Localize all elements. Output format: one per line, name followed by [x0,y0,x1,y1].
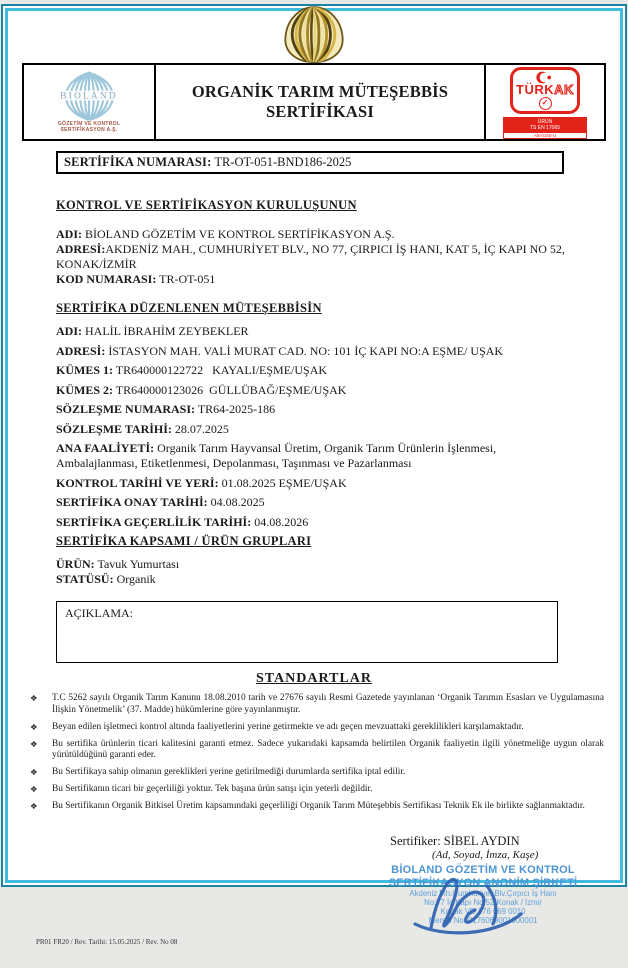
signature-area [8,818,620,968]
handwritten-signature [403,866,533,946]
issuer-address-field: ADRESİ:AKDENİZ MAH., CUMHURİYET BLV., NO 77, ÇIRPICI İŞ HANI, KAT 5, İÇ KAPI NO 52, KONAK/İZMİR [56,242,568,271]
certificate-inner-frame [5,8,623,946]
approval-date-field: SERTİFİKA ONAY TARİHİ: 04.08.2025 [56,495,265,509]
contract-number-field: SÖZLEŞME NUMARASI: TR64-2025-186 [56,402,276,416]
bioland-subline2: SERTİFİKASYON A.Ş. [60,127,118,133]
operator-heading: SERTİFİKA DÜZENLENEN MÜTEŞEBBİSİN [56,301,322,315]
bioland-logo [24,65,156,139]
operator-address-field: ADRESİ: İSTASYON MAH. VALİ MURAT CAD. NO: 101 İÇ KAPI NO:A EŞME/ UŞAK [56,343,504,358]
turkak-wordmark: TÜRKAK [516,81,574,97]
control-date-field: KONTROL TARİHİ VE YERİ: 01.08.2025 EŞME/UŞAK [56,475,347,490]
turkak-product-label: ÜRÜN [537,118,553,125]
certificate-number-box [56,151,564,174]
svg-text:BIOLAND: BIOLAND [60,91,118,102]
bioland-globe-icon [43,71,135,121]
stamp-line5: Konak VD 176 069 0010 [440,907,526,916]
document-footer: PR01 FR20 / Rev. Tarihi: 15.05.2025 / Rev. No 08 [36,938,178,946]
stamp-line6: Mersis No: 0176069001000001 [428,916,538,925]
issuer-heading: KONTROL VE SERTİFİKASYON KURULUŞUNUN [56,198,357,212]
header-table [22,63,606,141]
coop-1-field: KÜMES 1: TR640000122722 KAYALI/EŞME/UŞAK [56,363,328,377]
explanation-box [56,601,558,663]
standards-item: ❖ Bu Sertifikanın ticari bir geçerliliği yoktur. Tek başına ürün satışı için yeterli değildir. [30,784,604,796]
standards-item: ❖ Bu Sertifikanın Organik Bitkisel Üretim kapsamındaki geçerliliği Organik Tarım Müteşebbis Sertifikası Teknik Ek ile birlikte sağlanmaktadır. [30,801,604,813]
turkak-logo [486,65,604,139]
check-circle-icon: ✓ [539,97,552,110]
certificate-number-value: TR-OT-051-BND186-2025 [214,155,352,169]
stamp-line4: No:77 İç Kapı No:52 Konak / İzmir [424,898,542,907]
stamp-line3: Akdeniz Mh.Cumhuriyet Blv.Çırpıcı İş Hanı [409,889,557,898]
explanation-label: AÇIKLAMA: [65,606,133,620]
standards-heading: STANDARTLAR [255,671,373,686]
certificate-title: ORGANİK TARIM MÜTEŞEBBİS SERTİFİKASI [191,82,449,121]
stamp-line2: SERTİFİKASYON ANONİM ŞİRKETİ [388,876,578,889]
certificate-number-label: SERTİFİKA NUMARASI: [64,155,212,169]
certificate-page [1,4,627,946]
scope-heading: SERTİFİKA KAPSAMI / ÜRÜN GRUPLARI [56,534,312,548]
contract-date-field: SÖZLEŞME TARİHİ: 28.07.2025 [56,421,229,436]
issuer-code-field: KOD NUMARASI: TR-OT-051 [56,272,216,286]
certifier-subtitle: (Ad, Soyad, İmza, Kaşe) [432,849,539,861]
stamp-line1: BİOLAND GÖZETİM VE KONTROL [391,864,575,876]
certificate-title-cell [156,65,486,139]
turkak-standard-label: TS EN 17065 [529,124,561,131]
bioland-subline1: GÖZETİM VE KONTROL [57,121,121,127]
certificate-body [56,186,566,663]
turkak-badge [510,67,580,114]
status-field: STATÜSÜ: Organik [56,572,156,586]
standards-list [30,693,604,813]
standards-item: ❖ Bu sertifika ürünlerin ticari kalitesini garanti etmez. Sadece yukarıdaki kapsamda belirtilen Organik faaliyetin ilgili yönetmeliğe uygun olarak yürütüldüğünü garanti eder. [30,739,604,762]
operator-name-field: ADI: HALİL İBRAHİM ZEYBEKLER [56,324,249,338]
issuer-name-field: ADI: BİOLAND GÖZETİM VE KONTROL SERTİFİKASYON A.Ş. [56,227,395,241]
validity-date-field: SERTİFİKA GEÇERLİLİK TARİHİ: 04.08.2026 [56,514,309,529]
turkak-scope-box [503,117,587,132]
turkak-accreditation-no: AB-0150-U [503,132,587,140]
certifier-name: Sertifiker: SİBEL AYDIN [390,834,520,848]
product-field: ÜRÜN: Tavuk Yumurtası [56,557,180,571]
standards-item: ❖ Beyan edilen işletmeci kontrol altında faaliyetlerini yerine getirmekte ve adı geçen mevzuattaki gereklilikleri karşılamaktadır. [30,722,604,734]
standards-item: ❖ Bu Sertifikaya sahip olmanın gereklikleri yerine getirilmediği durumlarda sertifika iptal edilir. [30,767,604,779]
standards-item: ❖ T.C 5262 sayılı Organik Tarım Kanunu 18.08.2010 tarih ve 27676 sayılı Resmi Gazetede yayınlanan ‘Organik Tarımın Esasları ve Uygulamasına İlişkin Yönetmelik’ (37. Madde) hükümlerine göre yayınlanmıştır. [30,693,604,716]
onion-emblem-icon [277,5,351,65]
coop-2-field: KÜMES 2: TR640000123026 GÜLLÜBAĞ/EŞME/UŞAK [56,382,347,397]
main-activity-field: ANA FAALİYETİ: Organik Tarım Hayvansal Üretim, Organik Tarım Ürünlerin İşlenmesi, Ambalajlanması, Etiketlenmesi, Depolanması, Taşınması ve Pazarlanması [56,441,499,470]
